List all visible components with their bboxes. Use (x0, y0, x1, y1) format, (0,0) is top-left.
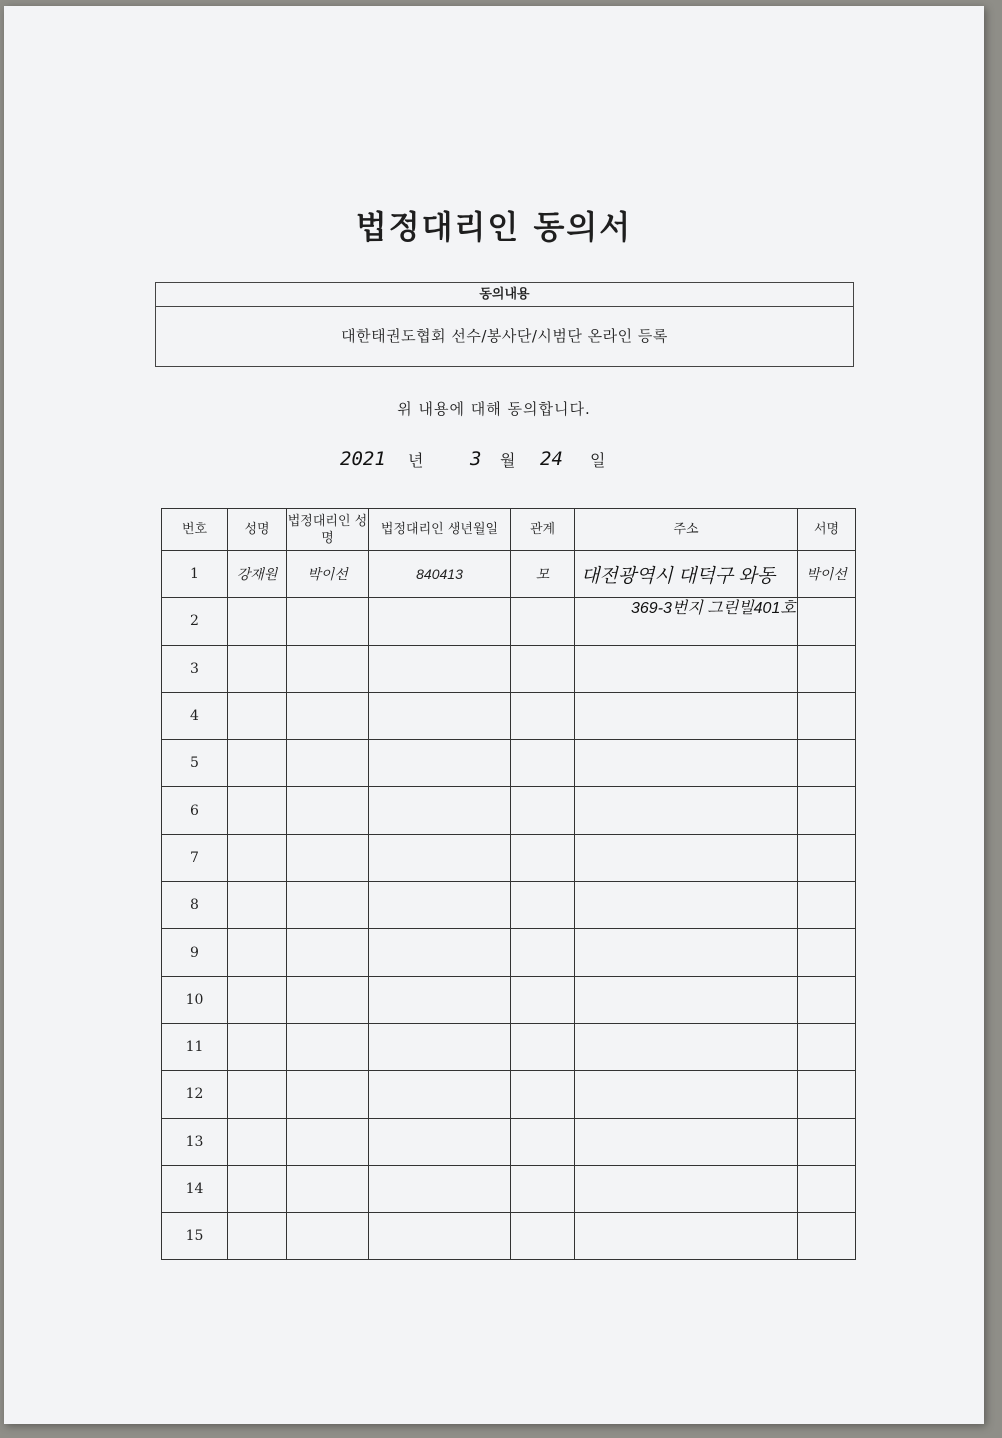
empty-cell (228, 834, 287, 881)
empty-cell (369, 1118, 511, 1165)
row-number: 11 (162, 1023, 228, 1070)
empty-cell (798, 692, 856, 739)
empty-cell (228, 1118, 287, 1165)
empty-cell (228, 692, 287, 739)
empty-cell (575, 645, 798, 692)
empty-cell (511, 1071, 575, 1118)
date-year-label: 년 (408, 451, 424, 470)
empty-cell (287, 1213, 369, 1260)
row-number: 7 (162, 834, 228, 881)
row-number: 6 (162, 787, 228, 834)
empty-cell (228, 976, 287, 1023)
date-year-value: 2021 (340, 448, 386, 470)
empty-cell (228, 787, 287, 834)
table-row (162, 787, 856, 834)
empty-cell (798, 1023, 856, 1070)
empty-cell (228, 645, 287, 692)
consent-form-paper (4, 6, 984, 1424)
table-row (162, 834, 856, 881)
signature: 박이선 (798, 551, 856, 598)
empty-cell (287, 1118, 369, 1165)
table-row (162, 1118, 856, 1165)
empty-cell (798, 976, 856, 1023)
table-row (162, 1165, 856, 1212)
empty-cell (228, 598, 287, 645)
empty-cell (575, 834, 798, 881)
empty-cell (287, 882, 369, 929)
row-number: 9 (162, 929, 228, 976)
consent-header: 동의내용 (156, 283, 853, 307)
empty-cell (369, 645, 511, 692)
empty-cell (575, 1023, 798, 1070)
table-header-row (162, 509, 856, 551)
row-number: 2 (162, 598, 228, 645)
empty-cell (228, 1071, 287, 1118)
empty-cell (511, 976, 575, 1023)
empty-cell (575, 1165, 798, 1212)
empty-cell (575, 976, 798, 1023)
empty-cell (369, 1165, 511, 1212)
row-number: 5 (162, 740, 228, 787)
empty-cell (228, 1023, 287, 1070)
empty-cell (369, 929, 511, 976)
empty-cell (798, 645, 856, 692)
consent-content-box (155, 282, 854, 367)
empty-cell (369, 1071, 511, 1118)
empty-cell (287, 1071, 369, 1118)
empty-cell (511, 1165, 575, 1212)
empty-cell (511, 1213, 575, 1260)
empty-cell (369, 598, 511, 645)
date-day-value: 24 (540, 448, 563, 470)
empty-cell (511, 1023, 575, 1070)
row-number: 8 (162, 882, 228, 929)
empty-cell (287, 1165, 369, 1212)
empty-cell (287, 834, 369, 881)
row-number: 15 (162, 1213, 228, 1260)
date-month-value: 3 (470, 448, 482, 470)
table-row (162, 976, 856, 1023)
empty-cell (287, 976, 369, 1023)
table-row (162, 882, 856, 929)
row-number: 13 (162, 1118, 228, 1165)
empty-cell (287, 787, 369, 834)
row-number: 3 (162, 645, 228, 692)
table-row (162, 551, 856, 598)
header-guardian-name: 법정대리인 성명 (287, 509, 369, 551)
empty-cell (575, 1071, 798, 1118)
empty-cell (575, 929, 798, 976)
empty-cell (798, 1165, 856, 1212)
date-month-label: 월 (500, 451, 516, 470)
agree-statement: 위 내용에 대해 동의합니다. (397, 400, 591, 418)
guardian-table (161, 508, 856, 1260)
empty-cell (228, 740, 287, 787)
participant-name: 강재원 (228, 551, 287, 598)
consent-body: 대한태권도협회 선수/봉사단/시범단 온라인 등록 (341, 327, 668, 345)
empty-cell (287, 645, 369, 692)
row-number: 4 (162, 692, 228, 739)
empty-cell (228, 1165, 287, 1212)
header-guardian-birth: 법정대리인 생년월일 (369, 509, 511, 551)
empty-cell (369, 834, 511, 881)
empty-cell (287, 740, 369, 787)
row-number: 1 (162, 551, 228, 598)
empty-cell (511, 882, 575, 929)
table-row (162, 740, 856, 787)
address-cell (575, 551, 798, 617)
empty-cell (511, 834, 575, 881)
empty-cell (369, 1023, 511, 1070)
empty-cell (798, 787, 856, 834)
empty-cell (798, 929, 856, 976)
empty-cell (511, 740, 575, 787)
empty-cell (575, 692, 798, 739)
guardian-name: 박이선 (287, 551, 369, 598)
empty-cell (511, 645, 575, 692)
table-row (162, 645, 856, 692)
row-number: 12 (162, 1071, 228, 1118)
empty-cell (575, 1118, 798, 1165)
empty-cell (511, 787, 575, 834)
address-line-1: 대전광역시 대덕구 와동 (581, 565, 776, 587)
table-row (162, 1213, 856, 1260)
empty-cell (575, 740, 798, 787)
empty-cell (228, 929, 287, 976)
empty-cell (798, 1213, 856, 1260)
empty-cell (287, 929, 369, 976)
empty-cell (798, 598, 856, 645)
header-signature: 서명 (798, 509, 856, 551)
header-no: 번호 (162, 509, 228, 551)
empty-cell (798, 1071, 856, 1118)
empty-cell (369, 787, 511, 834)
empty-cell (228, 882, 287, 929)
header-relation: 관계 (511, 509, 575, 551)
row-number: 14 (162, 1165, 228, 1212)
empty-cell (369, 1213, 511, 1260)
empty-cell (798, 740, 856, 787)
header-address: 주소 (575, 509, 798, 551)
document-title: 법정대리인 동의서 (355, 208, 633, 246)
empty-cell (287, 692, 369, 739)
date-day-label: 일 (590, 451, 606, 470)
empty-cell (575, 1213, 798, 1260)
empty-cell (369, 740, 511, 787)
table-row (162, 1023, 856, 1070)
empty-cell (287, 1023, 369, 1070)
empty-cell (228, 1213, 287, 1260)
table-row (162, 692, 856, 739)
empty-cell (369, 882, 511, 929)
empty-cell (575, 787, 798, 834)
empty-cell (511, 929, 575, 976)
address-line-2: 369-3번지 그린빌401호 (631, 600, 796, 617)
empty-cell (369, 976, 511, 1023)
table-row (162, 929, 856, 976)
header-name: 성명 (228, 509, 287, 551)
guardian-birthdate: 840413 (369, 551, 511, 598)
empty-cell (798, 834, 856, 881)
empty-cell (798, 1118, 856, 1165)
relation: 모 (511, 551, 575, 598)
empty-cell (798, 882, 856, 929)
empty-cell (369, 692, 511, 739)
empty-cell (511, 1118, 575, 1165)
empty-cell (511, 692, 575, 739)
empty-cell (575, 882, 798, 929)
table-row (162, 1071, 856, 1118)
empty-cell (287, 598, 369, 645)
empty-cell (511, 598, 575, 645)
row-number: 10 (162, 976, 228, 1023)
